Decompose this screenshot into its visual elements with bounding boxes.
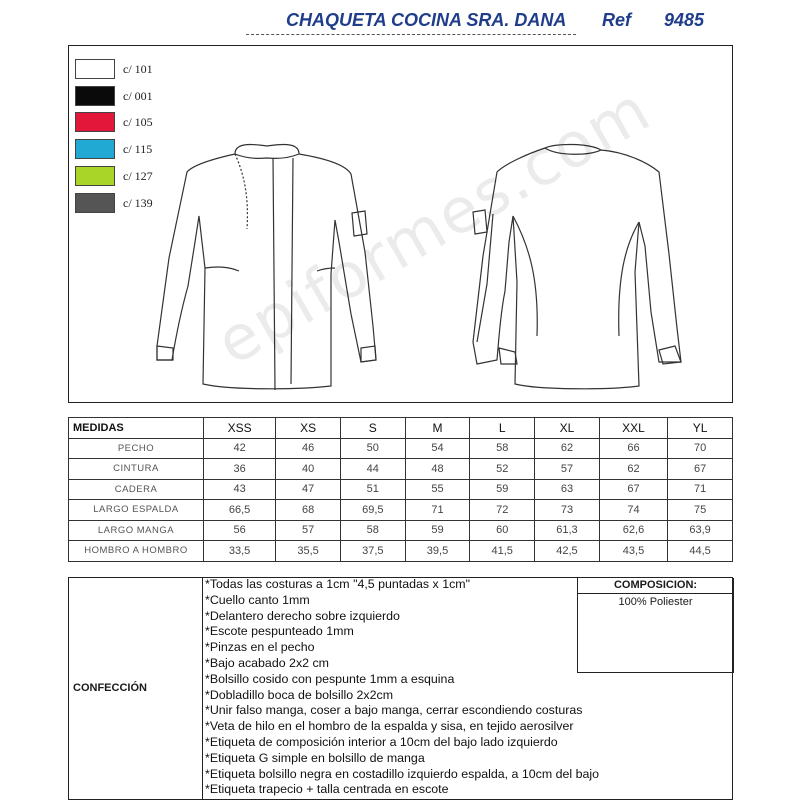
measure-value-cell: 44,5 [668, 541, 733, 562]
table-row [69, 438, 733, 459]
table-body [69, 438, 733, 561]
measure-value-cell: 70 [668, 438, 733, 459]
document-header [0, 8, 800, 38]
measure-label-cell: CADERA [69, 479, 204, 500]
watermark: epiformes.com [204, 72, 663, 380]
measure-value-cell: 63,9 [668, 520, 733, 541]
confeccion-note: *Escote pespunteado 1mm [205, 624, 354, 639]
table-row [69, 479, 733, 500]
confeccion-note: *Bajo acabado 2x2 cm [205, 655, 329, 670]
color-code: c/ 115 [123, 142, 153, 156]
measure-value-cell: 67 [599, 479, 667, 500]
panel-divider [202, 578, 203, 800]
measure-value-cell: 54 [405, 438, 470, 459]
confeccion-label: CONFECCIÓN [73, 682, 147, 694]
measure-value-cell: 75 [668, 500, 733, 521]
color-code: c/ 139 [123, 196, 153, 210]
measure-value-cell: 42,5 [535, 541, 600, 562]
measure-value-cell: 62,6 [599, 520, 667, 541]
measure-value-cell: 42 [204, 438, 276, 459]
size-header-cell: XSS [204, 418, 276, 439]
measure-value-cell: 43,5 [599, 541, 667, 562]
measure-value-cell: 59 [405, 520, 470, 541]
color-code: c/ 101 [123, 62, 153, 76]
measure-value-cell: 41,5 [470, 541, 535, 562]
measure-label-cell: LARGO MANGA [69, 520, 204, 541]
measure-value-cell: 71 [405, 500, 470, 521]
measure-label-cell: HOMBRO A HOMBRO [69, 541, 204, 562]
confeccion-note: *Cuello canto 1mm [205, 592, 310, 607]
measure-value-cell: 50 [340, 438, 405, 459]
confeccion-note: *Etiqueta de composición interior a 10cm del bajo lado izquierdo [205, 734, 558, 749]
measure-value-cell: 58 [470, 438, 535, 459]
confeccion-note: *Pinzas en el pecho [205, 640, 315, 655]
measure-value-cell: 62 [535, 438, 600, 459]
measure-value-cell: 71 [668, 479, 733, 500]
confeccion-notes [205, 577, 600, 798]
measure-value-cell: 46 [276, 438, 341, 459]
composicion-title: COMPOSICION: [578, 578, 733, 594]
confeccion-note: *Delantero derecho sobre izquierdo [205, 608, 400, 623]
table-row [69, 459, 733, 480]
ref-number: 9485 [664, 10, 705, 30]
measure-value-cell: 69,5 [340, 500, 405, 521]
confeccion-note: *Dobladillo boca de bolsillo 2x2cm [205, 687, 394, 702]
measure-value-cell: 62 [599, 459, 667, 480]
size-header-cell: S [340, 418, 405, 439]
confeccion-note: *Etiqueta trapecio + talla centrada en escote [205, 782, 449, 797]
size-header-cell: XXL [599, 418, 667, 439]
measure-value-cell: 61,3 [535, 520, 600, 541]
table-row [69, 520, 733, 541]
confeccion-note: *Veta de hilo en el hombro de la espalda y sisa, en tejido aerosilver [205, 719, 574, 734]
measure-value-cell: 63 [535, 479, 600, 500]
measure-label-cell: LARGO ESPALDA [69, 500, 204, 521]
color-code: c/ 001 [123, 89, 153, 103]
size-header-cell: XL [535, 418, 600, 439]
measure-value-cell: 59 [470, 479, 535, 500]
measure-value-cell: 35,5 [276, 541, 341, 562]
color-code: c/ 105 [123, 115, 153, 129]
title-underline [246, 34, 576, 35]
composicion-value: 100% Poliester [618, 596, 693, 608]
measure-value-cell: 66 [599, 438, 667, 459]
measure-value-cell: 37,5 [340, 541, 405, 562]
measure-value-cell: 40 [276, 459, 341, 480]
measure-value-cell: 55 [405, 479, 470, 500]
confeccion-note: *Unir falso manga, coser a bajo manga, cerrar escondiendo costuras [205, 703, 583, 718]
measure-value-cell: 60 [470, 520, 535, 541]
measure-label-cell: CINTURA [69, 459, 204, 480]
measure-value-cell: 39,5 [405, 541, 470, 562]
measure-value-cell: 44 [340, 459, 405, 480]
size-header-cell: XS [276, 418, 341, 439]
measure-value-cell: 67 [668, 459, 733, 480]
measure-value-cell: 57 [535, 459, 600, 480]
measure-value-cell: 56 [204, 520, 276, 541]
table-header-row [69, 418, 733, 439]
confeccion-note: *Etiqueta bolsillo negra en costadillo izquierdo espalda, a 10cm del bajo [205, 766, 600, 781]
measure-value-cell: 58 [340, 520, 405, 541]
table-title-cell: MEDIDAS [69, 418, 204, 439]
size-measurements-table [68, 417, 733, 562]
measure-value-cell: 52 [470, 459, 535, 480]
measure-value-cell: 68 [276, 500, 341, 521]
measure-value-cell: 36 [204, 459, 276, 480]
size-header-cell: L [470, 418, 535, 439]
size-header-cell: YL [668, 418, 733, 439]
document-title: CHAQUETA COCINA SRA. DANA [286, 10, 567, 30]
table-row [69, 500, 733, 521]
table-row [69, 541, 733, 562]
measure-value-cell: 51 [340, 479, 405, 500]
measure-value-cell: 66,5 [204, 500, 276, 521]
size-header-cell: M [405, 418, 470, 439]
measure-value-cell: 73 [535, 500, 600, 521]
composicion-box [577, 578, 734, 673]
technical-drawing-panel [68, 45, 733, 403]
confeccion-note: *Todas las costuras a 1cm "4,5 puntadas x 1cm" [205, 577, 471, 591]
confeccion-note: *Etiqueta G simple en bolsillo de manga [205, 750, 425, 765]
measure-value-cell: 48 [405, 459, 470, 480]
measure-value-cell: 74 [599, 500, 667, 521]
confeccion-note: *Bolsillo cosido con pespunte 1mm a esquina [205, 671, 455, 686]
measure-label-cell: PECHO [69, 438, 204, 459]
measure-value-cell: 72 [470, 500, 535, 521]
color-code: c/ 127 [123, 169, 153, 183]
measure-value-cell: 47 [276, 479, 341, 500]
measure-value-cell: 57 [276, 520, 341, 541]
measure-value-cell: 33,5 [204, 541, 276, 562]
ref-label: Ref [602, 10, 632, 30]
measure-value-cell: 43 [204, 479, 276, 500]
confeccion-panel [68, 577, 733, 800]
